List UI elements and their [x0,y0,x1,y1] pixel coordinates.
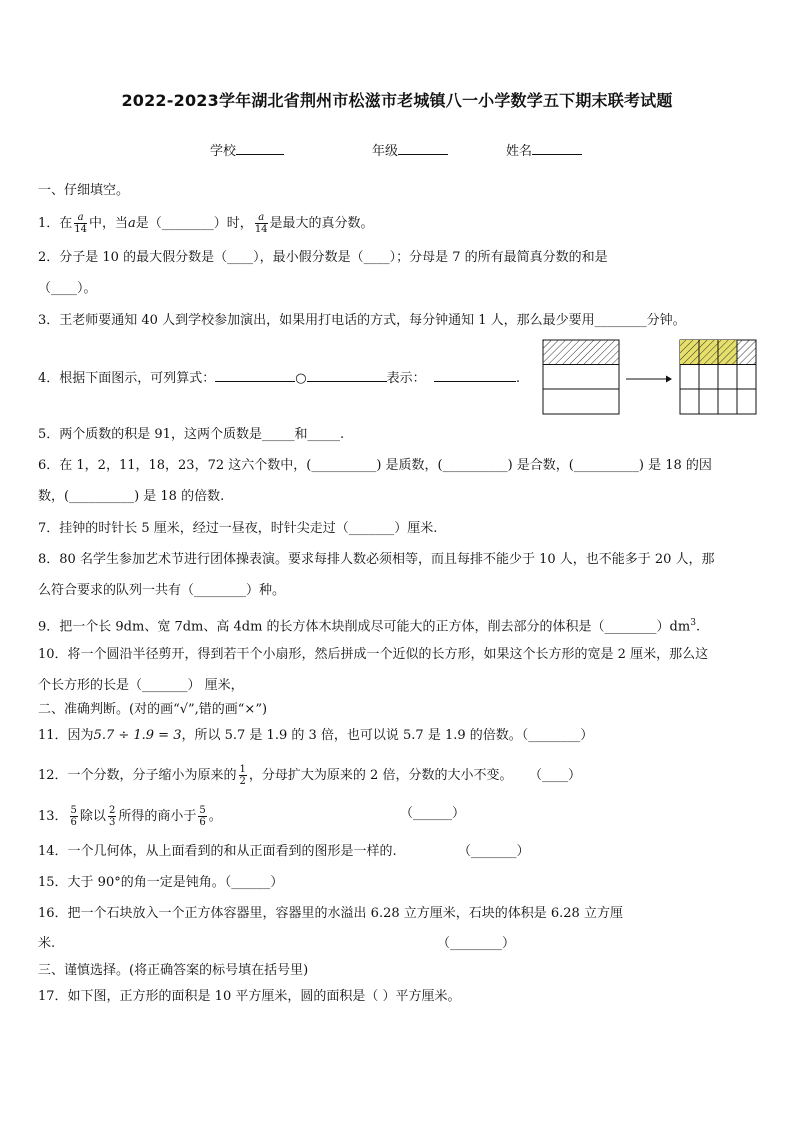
question-13 [38,805,222,828]
question-6-line-2: 数，(__________) 是 18 的倍数. [38,489,225,504]
q9-superscript: 3 [690,618,696,628]
q1-variable: a [128,216,136,231]
question-16-line-1: 16．把一个石块放入一个正方体容器里，容器里的水溢出 6.28 立方厘米，石块的体积是 6.28 立方厘 [38,906,623,921]
q4-text-a: 4．根据下面图示，可列算式： [38,371,216,386]
q11-text-b: ，所以 5.7 是 1.9 的 3 倍，也可以说 5.7 是 1.9 的倍数。（________） [181,728,594,743]
question-2-line-1: 2．分子是 10 的最大假分数是（____），最小假分数是（____）；分母是 7 的所有最简真分数的和是 [38,250,608,265]
q16-answer: （________） [437,936,516,951]
arrow-icon [626,376,672,383]
name-blank [532,142,582,155]
name-label: 姓名 [506,144,533,159]
question-16-line-2: 米. [38,936,56,951]
q4-text-b: 表示： [386,371,426,386]
left-rectangle [543,340,619,414]
question-1 [38,212,374,235]
section-1-heading: 一、仔细填空。 [38,183,130,198]
grade-label: 年级 [372,144,399,159]
q12-text-b: ，分母扩大为原来的 2 倍，分数的大小不变。 [248,768,513,783]
q13-text-a: 除以 [79,809,106,824]
q9-text: 9．把一个长 9dm、宽 7dm、高 4dm 的长方体木块削成尽可能大的正方体，削去部分的体积是（________）dm [38,619,691,635]
school-field [210,140,284,159]
q13-text-b: 所得的商小于 [118,809,197,824]
q4-operator: ○ [295,371,307,386]
question-14: 14．一个几何体，从上面看到的和从正面看到的图形是一样的. [38,844,397,859]
section-3-heading: 三、谨慎选择。(将正确答案的标号填在括号里) [38,963,309,978]
grade-blank [398,142,448,155]
question-2-line-2: （____）。 [38,281,97,296]
q1-fraction-a: $\frac{a}{14}$ [74,212,88,235]
question-6-line-1: 6．在 1，2，11，18，23，72 这六个数中，(__________) 是质数，(__________) 是合数，(__________) 是 18 的因 [38,458,712,473]
q13-fraction-a: $\frac{5}{6}$ [70,805,77,828]
question-3: 3．王老师要通知 40 人到学校参加演出，如果用打电话的方式，每分钟通知 1 人，那么最少要用________分钟。 [38,313,686,328]
question-10-line-2: 个长方形的长是（_______） 厘米， [38,678,244,693]
q14-answer: （_______） [458,844,530,859]
q1-text-d: 是最大的真分数。 [269,216,374,231]
question-12 [38,764,581,787]
q13-text-c: 。 [208,809,222,824]
question-9 [38,614,700,636]
q12-fraction: $\frac{1}{2}$ [239,764,246,787]
page-title: 2022-2023学年湖北省荆州市松滋市老城镇八一小学数学五下期末联考试题 [121,91,673,110]
q13-fraction-b: $\frac{2}{3}$ [108,805,116,828]
q11-text-a: 11．因为 [38,728,94,743]
question-15: 15．大于 90°的角一定是钝角。（______） [38,875,284,890]
name-field [506,140,582,159]
q1-text-b: 中，当 [89,216,129,231]
section-2-heading: 二、准确判断。(对的画“√”,错的画“×”) [38,702,268,717]
q12-answer: （____） [529,768,582,783]
question-4 [38,369,520,388]
grade-field [372,140,448,159]
q12-text-a: 12．一个分数，分子缩小为原来的 [38,768,237,783]
q11-expression: 5.7 ÷ 1.9 = 3 [93,728,182,743]
q4-end: . [515,371,521,386]
q4-blank-1 [215,369,295,382]
question-7: 7．挂钟的时针长 5 厘米，经过一昼夜，时针尖走过（_______）厘米. [38,521,438,536]
question-11 [38,727,593,745]
q13-number: 13． [38,809,68,824]
q13-fraction-c: $\frac{5}{6}$ [199,805,206,828]
question-5: 5．两个质数的积是 91，这两个质数是_____和_____. [38,427,345,442]
question-8-line-1: 8．80 名学生参加艺术节进行团体操表演。要求每排人数必须相等，而且每排不能少于 10 人，也不能多于 20 人，那 [38,552,715,567]
question-17: 17．如下图，正方形的面积是 10 平方厘米，圆的面积是（ ）平方厘米。 [38,989,461,1004]
q1-fraction-b: $\frac{a}{14}$ [254,212,268,235]
q4-blank-3 [434,369,516,382]
school-label: 学校 [210,144,237,159]
q9-end: . [695,619,701,635]
q13-answer: （______） [400,806,466,821]
question-8-line-2: 么符合要求的队列一共有（________）种。 [38,583,286,598]
school-blank [236,142,284,155]
right-grid [680,340,756,414]
q1-text-a: 1．在 [38,216,73,231]
q1-text-c: 是（________）时， [135,216,253,231]
question-10-line-1: 10．将一个圆沿半径剪开，得到若干个小扇形，然后拼成一个近似的长方形，如果这个长方形的宽是 2 厘米，那么这 [38,647,709,662]
fraction-diagram [540,337,790,417]
q4-blank-2 [307,369,387,382]
